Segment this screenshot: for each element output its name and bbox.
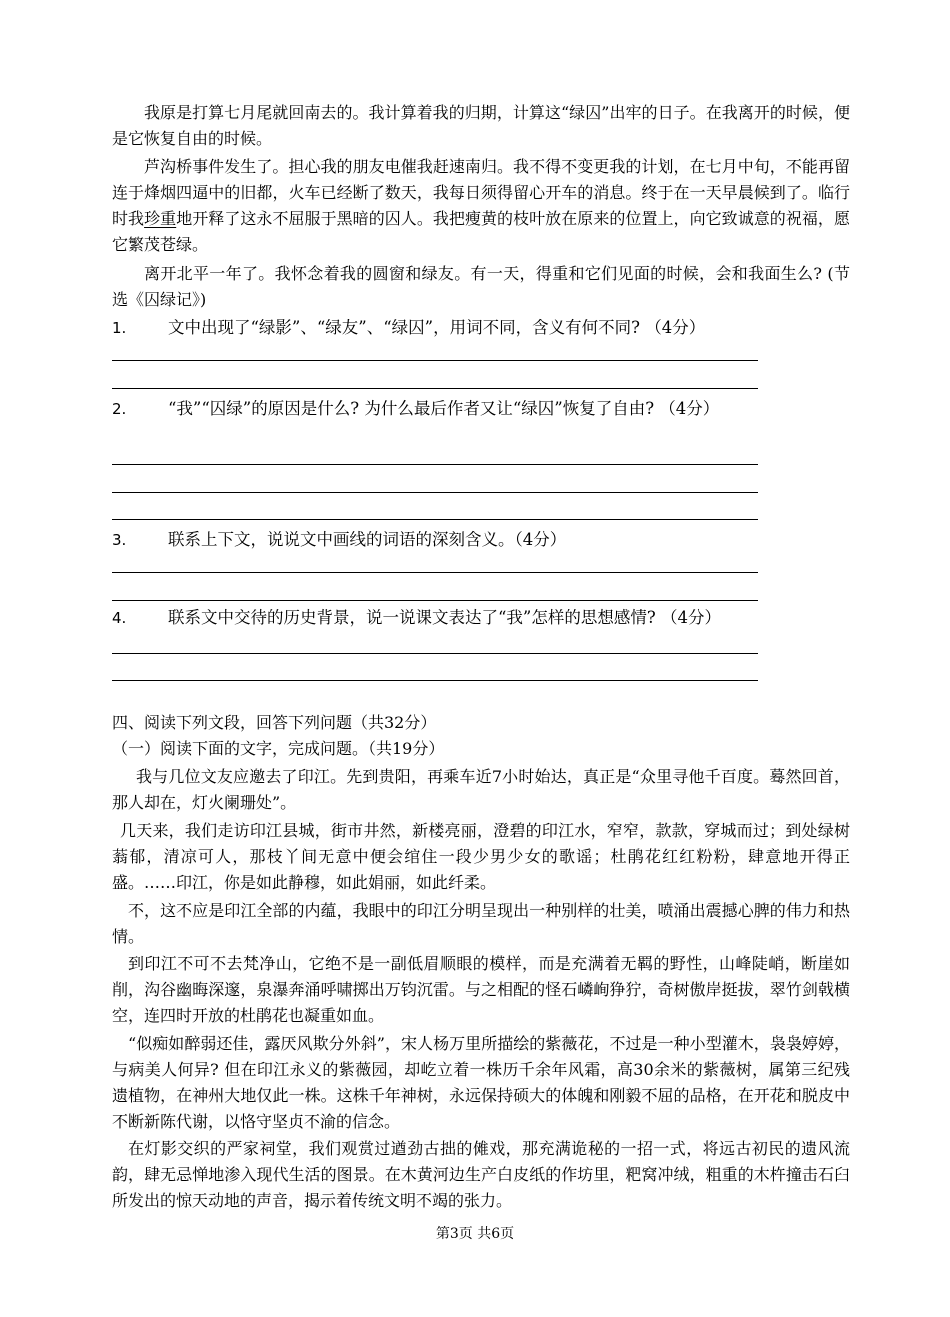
answer-line[interactable]	[112, 464, 758, 465]
underlined-word: 珍重	[144, 209, 177, 228]
reading-paragraph-5: “似痴如醉弱还佳，露厌风欺分外斜”，宋人杨万里所描绘的紫薇花，不过是一种小型灌木，袅袅婷婷，与病美人何异? 但在印江永义的紫薇园，却屹立着一株历千余年风霜，高30余米的紫薇树，属第三纪残遗植物，在神州大地仅此一株。这株千年神树，永远保持硕大的体魄和刚毅不屈的品格，在开花和脱皮中不断新陈代谢，以恪守坚贞不渝的信念。	[112, 1034, 850, 1131]
question-2	[112, 396, 850, 422]
reading-paragraph-2: 几天来，我们走访印江县城，街市井然，新楼亮丽，澄碧的印江水，窄窄，款款，穿城而过；到处绿树蓊郁，清凉可人，那枝丫间无意中便会绾住一段少男少女的歌谣；杜鹃花红红粉粉，肆意地开得正盛。……印江，你是如此静穆，如此娟丽，如此纤柔。	[112, 821, 850, 892]
question-1-number: 1.	[112, 319, 127, 337]
passage-paragraph-2	[112, 154, 850, 258]
section-4-subtitle: （一）阅读下面的文字，完成问题。（共19分）	[112, 739, 445, 758]
question-4	[112, 605, 850, 631]
question-4-number: 4.	[112, 609, 127, 627]
reading-paragraph-1: 我与几位文友应邀去了印江。先到贵阳，再乘车近7小时始达，真正是“众里寻他千百度。蓦然回首，那人却在，灯火阑珊处”。	[112, 767, 850, 812]
passage-paragraph-2-before: 芦沟桥事件发生了。担心我的朋友电催我赶速南归。我不得不变更我的计划，在七月中旬，不能再留连于烽烟四逼中的旧都，火车已经断了数天，我每日须得留心开车的消息。终于在一天早晨候到了。临行时我	[112, 157, 850, 228]
passage-paragraph-2-after: 地开释了这永不屈服于黑暗的囚人。我把瘦黄的枝叶放在原来的位置上，向它致诚意的祝福，愿它繁茂苍绿。	[112, 209, 850, 254]
answer-line[interactable]	[112, 653, 758, 654]
question-2-text: “我”“囚绿”的原因是什么? 为什么最后作者又让“绿囚”恢复了自由? （4分）	[168, 399, 720, 418]
section-4-title: 四、阅读下列文段，回答下列问题（共32分）	[112, 713, 437, 732]
question-4-text: 联系文中交待的历史背景，说一说课文表达了“我”怎样的思想感情? （4分）	[168, 608, 721, 627]
reading-paragraph-3: 不，这不应是印江全部的内蕴，我眼中的印江分明呈现出一种别样的壮美，喷涌出震撼心脾的伟力和热情。	[112, 901, 850, 946]
question-3	[112, 527, 850, 553]
page-footer: 第3页 共6页	[435, 1226, 515, 1242]
answer-line[interactable]	[112, 492, 758, 493]
question-2-number: 2.	[112, 400, 127, 418]
reading-paragraph-4: 到印江不可不去梵净山，它绝不是一副低眉顺眼的模样，而是充满着无羁的野性，山峰陡峭，断崖如削，沟谷幽晦深邃，泉瀑奔涌呼啸掷出万钧沉雷。与之相配的怪石嶙峋狰狞，奇树傲岸挺拔，翠竹剑戟横空，连四时开放的杜鹃花也凝重如血。	[112, 954, 850, 1025]
passage-paragraph-3: 离开北平一年了。我怀念着我的圆窗和绿友。有一天，得重和它们见面的时候，会和我面生么? (节选《囚绿记》)	[112, 264, 850, 309]
answer-line[interactable]	[112, 388, 758, 389]
passage-paragraph-1: 我原是打算七月尾就回南去的。我计算着我的归期，计算这“绿囚”出牢的日子。在我离开的时候，便是它恢复自由的时候。	[112, 103, 850, 148]
question-1-text: 文中出现了“绿影”、“绿友”、“绿囚”，用词不同，含义有何不同? （4分）	[168, 318, 706, 337]
answer-line[interactable]	[112, 360, 758, 361]
question-1	[112, 315, 850, 341]
reading-paragraph-6: 在灯影交织的严家祠堂，我们观赏过遒劲古拙的傩戏，那充满诡秘的一招一式，将远古初民的遗风流韵，肆无忌惮地渗入现代生活的图景。在木黄河边生产白皮纸的作坊里，粑窝冲绒，粗重的木杵撞击石臼所发出的惊天动地的声音，揭示着传统文明不竭的张力。	[112, 1139, 850, 1210]
answer-line[interactable]	[112, 519, 758, 520]
question-3-number: 3.	[112, 531, 127, 549]
answer-line[interactable]	[112, 572, 758, 573]
answer-line[interactable]	[112, 680, 758, 681]
question-3-text: 联系上下文，说说文中画线的词语的深刻含义。（4分）	[168, 530, 567, 549]
answer-line[interactable]	[112, 600, 758, 601]
